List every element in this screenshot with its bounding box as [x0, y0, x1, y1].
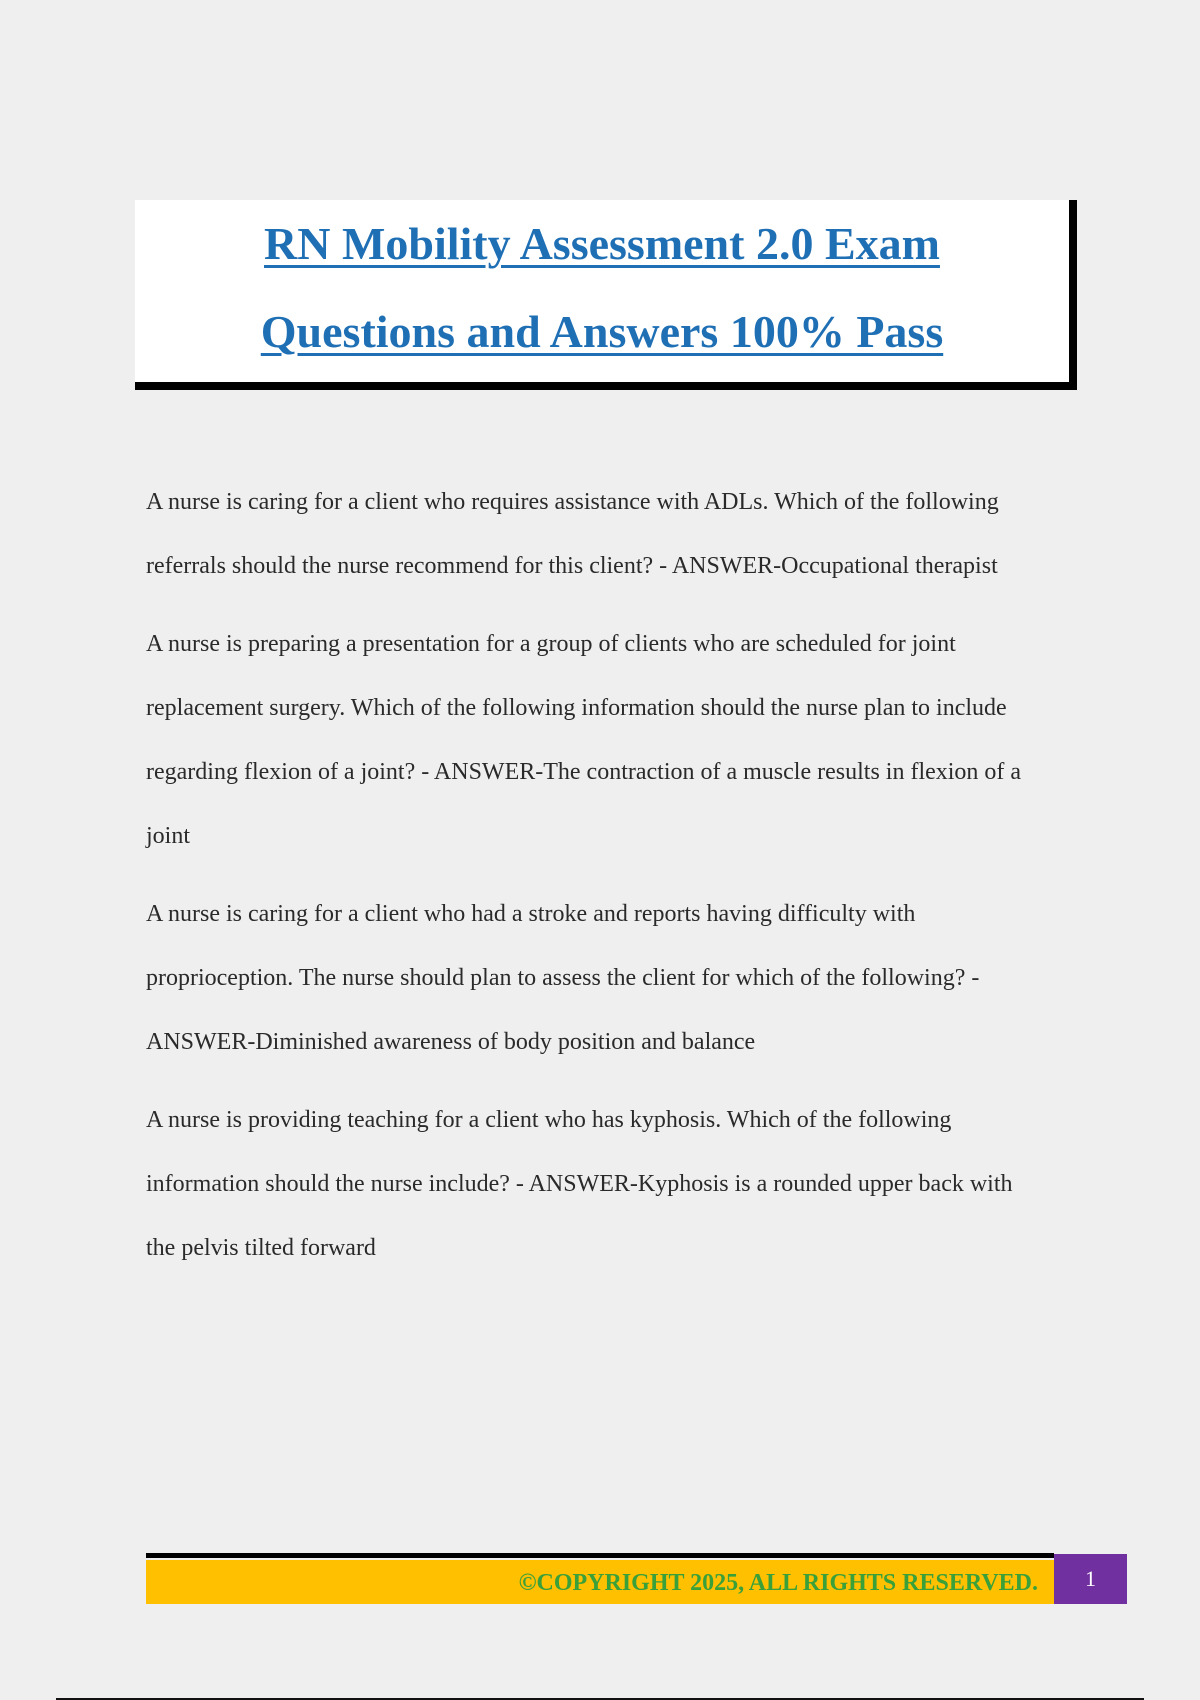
qa-item-1: A nurse is caring for a client who requires assistance with ADLs. Which of the following referrals should the nurse recommend for this client? - ANSWER-Occupational therapist [146, 489, 999, 579]
document-title-line-1: RN Mobility Assessment 2.0 Exam [264, 218, 940, 269]
qa-item-4: A nurse is providing teaching for a client who has kyphosis. Which of the following information should the nurse include? - ANSWER-Kyphosis is a rounded upper back with the pelvis tilted forward [146, 1107, 1013, 1261]
title-box [135, 200, 1077, 390]
question-answer-list [146, 470, 1046, 1294]
footer-band [146, 1560, 1054, 1604]
qa-item-3: A nurse is caring for a client who had a stroke and reports having difficulty with proprioception. The nurse should plan to assess the client for which of the following? - ANSWER-Diminished awareness of body position and balance [146, 901, 980, 1055]
footer-copyright: ©COPYRIGHT 2025, ALL RIGHTS RESERVED. [518, 1570, 1038, 1596]
qa-item-2: A nurse is preparing a presentation for a group of clients who are scheduled for joint replacement surgery. Which of the following information should the nurse plan to include regarding flexion of a joint? - ANSWER-The contraction of a muscle results in flexion of a joint [146, 631, 1022, 849]
document-title-line-2: Questions and Answers 100% Pass [260, 306, 944, 357]
footer-rule [146, 1553, 1054, 1558]
page-number: 1 [1054, 1554, 1127, 1604]
